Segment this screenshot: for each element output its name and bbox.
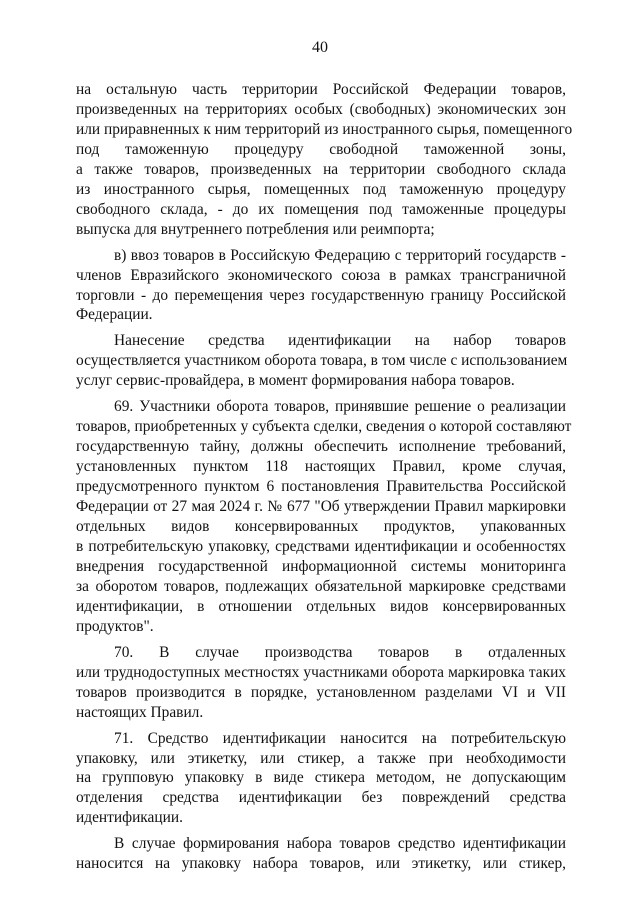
text-line: государственную тайну, должны обеспечить исполнение требований, [76,438,566,456]
text-line: за оборотом товаров, подлежащих обязательной маркировке средствами [76,577,566,595]
text-line: на остальную часть территории Российской Федерации товаров, [76,81,566,98]
text-line: упаковку, или этикетку, или стикер, а также при необходимости [76,749,566,767]
text-line: или приравненных к ним территорий из иностранного сырья, помещенного [76,120,573,138]
paragraph-kit-identification [76,834,566,874]
text-line: установленных пунктом 118 настоящих Правил, кроме случая, [76,458,566,476]
text-line: В случае формирования набора товаров средство идентификации [114,835,566,853]
text-line: в потребительскую упаковку, средствами идентификации и особенностях [76,537,566,555]
text-line: продуктов". [76,617,154,635]
paragraph-item-71 [76,729,566,829]
text-line: из иностранного сырья, помещенных под таможенную процедуру [76,180,566,198]
text-line: или труднодоступных местностях участниками оборота маркировка таких [76,663,566,681]
paragraph-continuation [76,80,573,240]
text-line: выпуска для внутреннего потребления или реимпорта; [76,220,435,238]
text-line: отдельных видов консервированных продуктов, упакованных [76,518,566,536]
paragraph-kit-marking [76,331,566,391]
text-line: 70. В случае производства товаров в отдаленных [114,643,566,661]
text-line: 71. Средство идентификации наносится на потребительскую [114,729,566,747]
text-line: настоящих Правил. [76,703,204,721]
text-line: Федерации. [76,306,153,324]
text-line: отделения средства идентификации без повреждений средства [76,789,566,807]
paragraph-item-v [76,246,566,326]
paragraph-item-70 [76,643,566,723]
text-line: 69. Участники оборота товаров, принявшие решение о реализации [114,398,566,416]
text-line: Федерации от 27 мая 2024 г. № 677 "Об утверждении Правил маркировки [76,498,566,516]
text-line: предусмотренного пунктом 6 постановления Правительства Российской [76,478,566,496]
text-line: произведенных на территориях особых (свободных) экономических зон [76,100,566,118]
text-line: идентификации, в отношении отдельных видов консервированных [76,597,566,615]
text-line: в) ввоз товаров в Российскую Федерацию с территорий государств - [114,246,566,264]
text-line: Нанесение средства идентификации на набор товаров [114,332,566,350]
paragraph-item-69 [76,397,572,636]
text-line: наносится на упаковку набора товаров, или этикетку, или стикер, [76,855,566,873]
text-line: под таможенную процедуру свободной таможенной зоны, [76,140,566,158]
text-line: товаров, приобретенных у субъекта сделки, сведения о которой составляют [76,418,572,436]
text-line: идентификации. [76,809,183,827]
text-line: на групповую упаковку в виде стикера методом, не допускающим [76,769,566,787]
text-line: товаров производится в порядке, установленном разделами VI и VII [76,683,566,701]
text-line: внедрения государственной информационной системы мониторинга [76,557,566,575]
text-line: членов Евразийского экономического союза в рамках трансграничной [76,266,566,284]
text-line: услуг сервис-провайдера, в момент формирования набора товаров. [76,372,515,390]
text-line: осуществляется участником оборота товара, в том числе с использованием [76,352,568,370]
text-line: торговли - до перемещения через государственную границу Российской [76,286,566,304]
text-line: свободного склада, - до их помещения под таможенные процедуры [76,200,566,218]
page-number: 40 [312,39,328,56]
body-text [76,80,573,880]
text-line: а также товаров, произведенных на территории свободного склада [76,160,566,178]
